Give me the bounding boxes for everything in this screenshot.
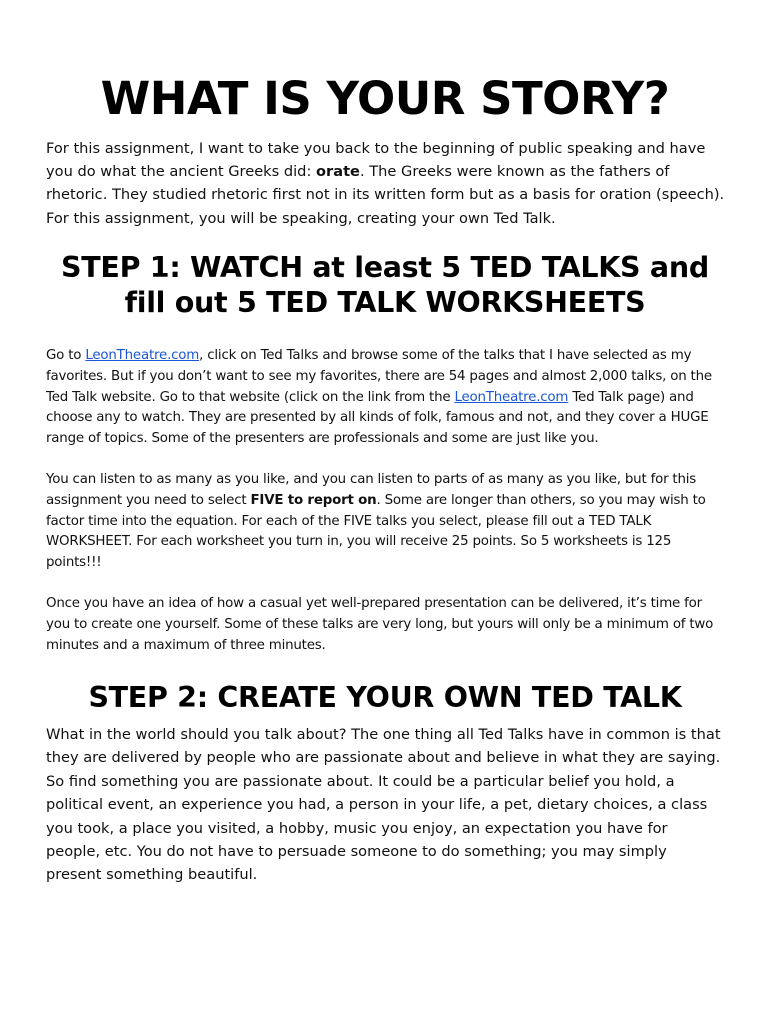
step1-p2-pre: You can listen to as many as you like, and you can listen to parts of as many as you like, but for this assignment you need to select (46, 472, 697, 508)
step1-p2-post: . Some are longer than others, so you may wish to factor time into the equation. For each of the FIVE talks you select, please fill out a TED TALK WORKSHEET. For each worksheet you turn in, you will receive 25 points. So 5 worksheets is 125 points!!! (46, 492, 706, 571)
leontheatre-link-1[interactable]: LeonTheatre.com (85, 348, 200, 363)
step1-p1-pre: Go to (46, 348, 86, 363)
leontheatre-link-2[interactable]: LeonTheatre.com (454, 389, 569, 405)
step1-heading: STEP 1: WATCH at least 5 TED TALKS and fill out 5 TED TALK WORKSHEETS (61, 251, 709, 319)
intro-paragraph (46, 137, 726, 230)
step1-p1-post: Ted Talk page) and choose any to watch. They are presented by all kinds of folk, famous and not, and they cover a HUGE range of topics. Some of the presenters are professionals and some are just like you. (46, 389, 709, 447)
intro-text-pre: For this assignment, I want to take you back to the beginning of public speaking and have you do what the ancient Greeks did: (46, 140, 706, 181)
page-title: WHAT IS YOUR STORY? (100, 72, 670, 125)
intro-bold-word: orate (316, 163, 360, 181)
step1-p2-bold: FIVE to report on (250, 492, 377, 508)
step2-paragraph-1: What in the world should you talk about? The one thing all Ted Talks have in common is that they are delivered by people who are passionate about and believe in what they are saying. So find something you are passionate about. It could be a particular belief you hold, a political event, an experience you had, a person in your life, a pet, dietary choices, a class you took, a place you visited, a hobby, music you enjoy, an expectation you have for people, etc. You do not have to persuade someone to do something; you may simply present something beautiful. (46, 726, 721, 884)
step1-paragraph-2 (46, 470, 726, 574)
step2-heading: STEP 2: CREATE YOUR OWN TED TALK (88, 681, 682, 714)
step1-paragraph-3: Once you have an idea of how a casual yet well-prepared presentation can be delivered, it’s time for you to create one yourself. Some of these talks are very long, but yours will only be a minimum of two minutes and a maximum of three minutes. (46, 596, 714, 653)
step1-paragraph-1 (46, 346, 726, 450)
intro-text-post: . The Greeks were known as the fathers of rhetoric. They studied rhetoric first not in its written form but as a basis for oration (speech). For this assignment, you will be speaking, creating your own Ted Talk. (46, 163, 725, 227)
step1-p1-mid: , click on Ted Talks and browse some of the talks that I have selected as my favorites. But if you don’t want to see my favorites, there are 54 pages and almost 2,000 talks, on the Ted Talk website. Go to that website (click on the link from the (46, 348, 712, 405)
